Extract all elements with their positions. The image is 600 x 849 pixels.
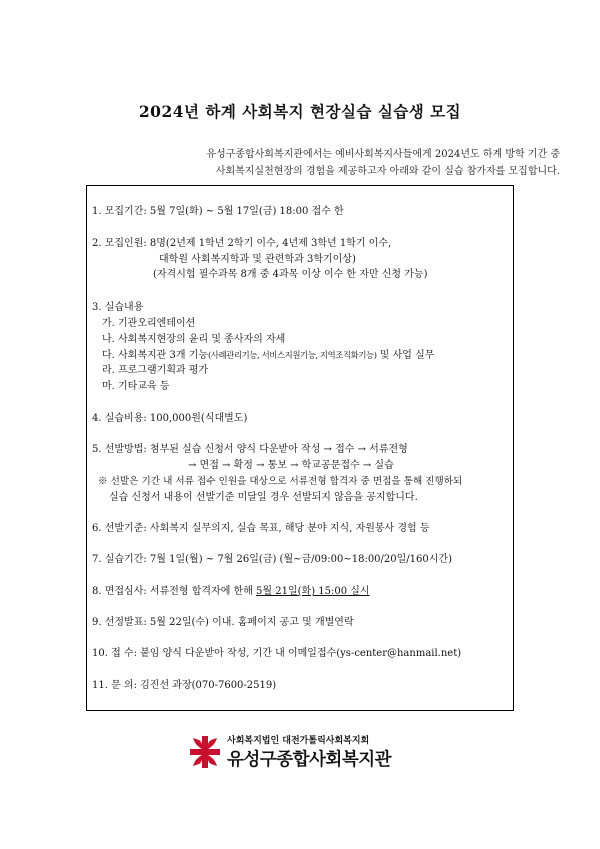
item-method-flow: → 면접 → 확정 → 통보 → 학교공문접수 → 실습 bbox=[188, 460, 394, 471]
item-method-note: 실습 신청서 내용이 선발기준 미달일 경우 선발되지 않음을 공지합니다. bbox=[109, 492, 418, 503]
item-content-heading: 3. 실습내용 bbox=[92, 302, 144, 313]
footer-organization bbox=[187, 733, 407, 771]
content-item-functions: (사례관리기능, 서비스지원기능, 지역조직화기능) bbox=[208, 350, 377, 360]
interview-date: 5월 21일(화) 15:00 실시 bbox=[256, 586, 370, 597]
content-item: 가. 기관오리엔테이션 bbox=[102, 318, 196, 329]
item-contact: 11. 문 의: 김진선 과장(070-7600-2519) bbox=[92, 680, 277, 691]
item-recruit-note: (자격시험 필수과목 8개 중 4과목 이상 이수 한 자만 신청 가능) bbox=[153, 269, 428, 280]
cross-logo-icon bbox=[187, 734, 223, 770]
item-recruit: 2. 모집인원: 8명(2년제 1학년 2학기 이수, 4년제 3학년 1학기 이수, bbox=[92, 238, 392, 249]
item-method: 5. 선발방법: 첨부된 실습 신청서 양식 다운받아 작성 → 접수 → 서류전형 bbox=[92, 444, 408, 455]
item-cost: 4. 실습비용: 100,000원(식대별도) bbox=[92, 413, 248, 424]
content-item: 마. 기타교육 등 bbox=[102, 381, 170, 392]
content-item: 나. 사회복지현장의 윤리 및 종사자의 자세 bbox=[102, 334, 286, 345]
item-practice-period: 7. 실습기간: 7월 1일(월) ~ 7월 26일(금) (월~금/09:00~18:00/20일/160시간) bbox=[92, 554, 452, 565]
item-method-note: ※ 선발은 기간 내 서류 접수 인원을 대상으로 서류전형 합격자 중 면접을 통해 진행하되 bbox=[98, 476, 463, 487]
item-announce: 9. 선정발표: 5월 22일(수) 이내. 홈페이지 공고 및 개별연락 bbox=[92, 617, 354, 628]
content-item: 라. 프로그램기획과 평가 bbox=[102, 365, 209, 376]
page-title: 2024년 하계 사회복지 현장실습 실습생 모집 bbox=[138, 102, 462, 121]
item-period: 1. 모집기간: 5월 7일(화) ~ 5월 17일(금) 18:00 접수 한 bbox=[92, 206, 344, 217]
content-item: 다. 사회복지관 3개 기능(사례관리기능, 서비스지원기능, 지역조직화기능) 및 사업 실무 bbox=[102, 350, 435, 361]
intro-paragraph bbox=[40, 146, 560, 180]
item-recruit-line: 대학원 사회복지학과 및 관련학과 3학기이상) bbox=[159, 254, 356, 265]
organization-name: 유성구종합사회복지관 bbox=[227, 750, 392, 770]
item-criteria: 6. 선발기준: 사회복지 실무의지, 실습 목표, 해당 분야 지식, 자원봉사 경험 등 bbox=[92, 523, 430, 534]
intro-line: 유성구종합사회복지관에서는 예비사회복지사들에게 2024년도 하계 방학 기간 중 bbox=[206, 149, 560, 160]
item-interview: 8. 면접심사: 서류전형 합격자에 한해 5월 21일(화) 15:00 실시 bbox=[92, 586, 370, 597]
intro-line: 사회복지실천현장의 경험을 제공하고자 아래와 같이 실습 참가자를 모집합니다. bbox=[215, 166, 560, 177]
item-apply: 10. 접 수: 붙임 양식 다운받아 작성, 기간 내 이메일접수(ys-center@hanmail.net) bbox=[92, 648, 462, 659]
organization-parent: 사회복지법인 대전가톨릭사회복지회 bbox=[227, 736, 370, 746]
